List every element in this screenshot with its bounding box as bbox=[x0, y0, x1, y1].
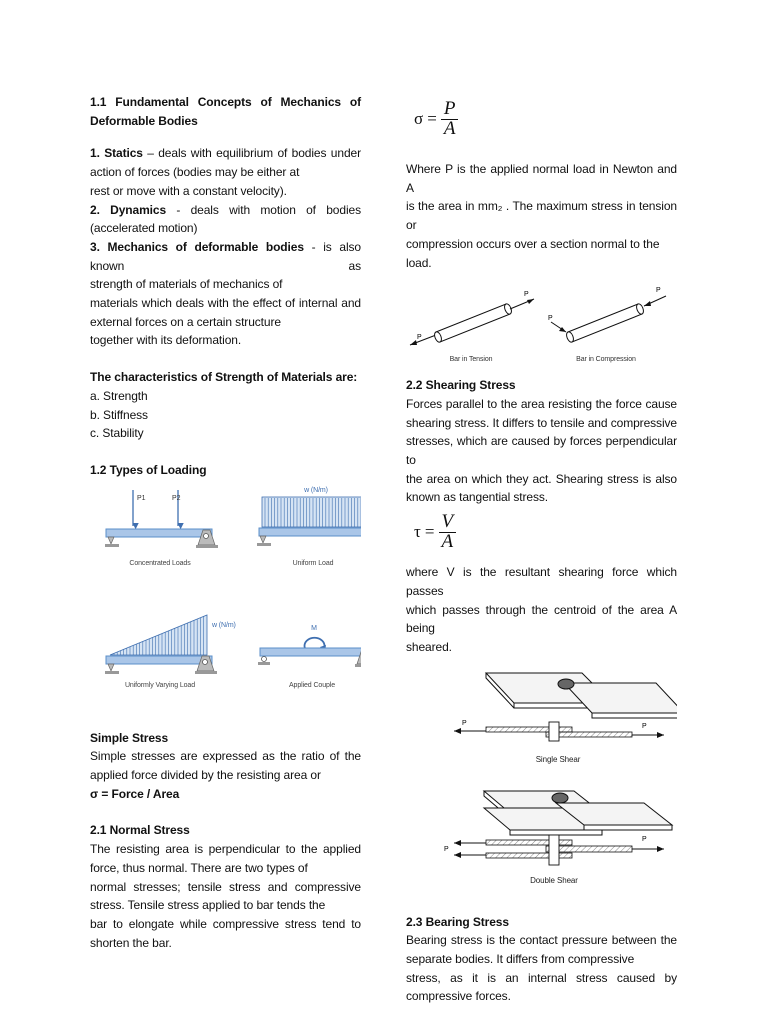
w-varying-label: w (N/m) bbox=[212, 621, 236, 629]
wherev-line-2: which passes through the centroid of the area A being bbox=[406, 602, 677, 636]
normal-stress-equation bbox=[414, 100, 677, 150]
statics-line-3: rest or move with a constant velocity). bbox=[90, 183, 287, 198]
characteristic-item: a. Strength bbox=[90, 388, 148, 403]
bar-in-compression bbox=[548, 287, 666, 363]
normal-line-2: force, thus normal. There are two types of bbox=[90, 860, 308, 875]
sigma-fraction bbox=[441, 100, 459, 138]
simple-line-2: applied force divided by the resisting area or bbox=[90, 768, 321, 783]
statics-text-1: – deals with equilibrium of bodies under bbox=[142, 146, 361, 161]
normal-line-3: normal stresses; tensile stress and compressive bbox=[90, 879, 361, 894]
single-shear-section bbox=[454, 720, 664, 764]
beam bbox=[106, 529, 212, 537]
characteristic-item: b. Stiffness bbox=[90, 407, 148, 422]
bearing-stress-heading: 2.3 Bearing Stress bbox=[406, 914, 509, 929]
shearing-line-3: stresses, which are caused by forces perpendicular to bbox=[406, 434, 677, 468]
sigma-lhs: σ = bbox=[414, 108, 437, 128]
simple-stress-heading: Simple Stress bbox=[90, 730, 169, 745]
bar-in-tension bbox=[410, 291, 534, 363]
p-label: P bbox=[524, 291, 529, 299]
shearing-line-5: known as tangential stress. bbox=[406, 490, 549, 505]
tau-lhs: τ = bbox=[414, 521, 435, 541]
caption-bar-tension: Bar in Tension bbox=[449, 356, 493, 364]
p-label: P bbox=[462, 719, 467, 727]
characteristics-heading: The characteristics of Strength of Materials are: bbox=[90, 370, 358, 385]
beam bbox=[259, 528, 361, 536]
section-heading-1-1: 1.1 Fundamental Concepts of Mechanics of bbox=[90, 95, 361, 109]
p1-label: P1 bbox=[137, 494, 146, 502]
beam bbox=[260, 648, 361, 656]
shear-stress-equation bbox=[414, 513, 677, 563]
caption-double-shear: Double Shear bbox=[530, 875, 578, 885]
single-shear-plates bbox=[486, 673, 677, 718]
tau-denominator: A bbox=[439, 532, 457, 552]
bearing-line-4: compressive forces. bbox=[406, 989, 511, 1004]
normal-line-5: bar to elongate while compressive stress tend to bbox=[90, 916, 361, 931]
double-shear-section bbox=[444, 835, 664, 885]
where-line-3: compression occurs over a section normal to the load. bbox=[406, 236, 660, 270]
dynamics-line-2: (accelerated motion) bbox=[90, 221, 198, 236]
pin-support bbox=[108, 537, 114, 544]
mdb-line-3: materials which deals with the effect of internal and bbox=[90, 296, 361, 311]
caption-concentrated: Concentrated Loads bbox=[129, 559, 191, 567]
concentrated-loads-diagram bbox=[105, 490, 218, 567]
caption-single-shear: Single Shear bbox=[535, 754, 581, 764]
mdb-text-1: - is also known as bbox=[90, 239, 361, 273]
bar-tension-compression-figure bbox=[406, 282, 677, 364]
shearing-line-2: shearing stress. It differs to tensile and compressive bbox=[406, 415, 677, 430]
p-label: P bbox=[642, 835, 647, 843]
simple-line-1: Simple stresses are expressed as the ratio of the bbox=[90, 749, 361, 764]
normal-stress-heading: 2.1 Normal Stress bbox=[90, 823, 190, 838]
sigma-denominator: A bbox=[441, 119, 459, 139]
p2-label: P2 bbox=[172, 494, 181, 502]
tau-numerator: V bbox=[441, 511, 454, 533]
wherev-line-3: sheared. bbox=[406, 639, 452, 654]
normal-line-6: shorten the bar. bbox=[90, 935, 172, 950]
ground bbox=[105, 544, 119, 547]
dynamics-text-1: - deals with motion of bodies bbox=[166, 202, 361, 217]
mdb-line-5: together with its deformation. bbox=[90, 333, 242, 348]
bearing-line-2: separate bodies. It differs from compressive bbox=[406, 952, 635, 967]
dynamics-label: 2. Dynamics bbox=[90, 202, 167, 217]
types-of-loading-heading: 1.2 Types of Loading bbox=[90, 462, 207, 477]
double-shear-figure bbox=[406, 783, 677, 895]
varying-load-diagram bbox=[105, 615, 236, 689]
mdb-line-1 bbox=[90, 238, 361, 275]
shearing-line-4: the area on which they act. Shearing stress is also bbox=[406, 471, 677, 486]
single-shear-figure bbox=[406, 661, 677, 773]
characteristic-item: c. Stability bbox=[90, 426, 144, 441]
tau-fraction bbox=[439, 513, 457, 551]
mdb-line-4: external forces on a certain structure bbox=[90, 314, 281, 329]
section-heading-1-1-cont: Deformable Bodies bbox=[90, 113, 198, 128]
applied-couple-diagram bbox=[258, 625, 361, 689]
p-label: P bbox=[417, 334, 422, 342]
dynamics-line-1 bbox=[90, 201, 361, 220]
caption-uniform: Uniform Load bbox=[292, 559, 334, 567]
wherev-line-1: where V is the resultant shearing force which passes bbox=[406, 565, 677, 598]
normal-line-1: The resisting area is perpendicular to the applied bbox=[90, 842, 361, 857]
p-label: P bbox=[444, 845, 449, 853]
bearing-line-1: Bearing stress is the contact pressure between the bbox=[406, 933, 677, 948]
shearing-stress-heading: 2.2 Shearing Stress bbox=[406, 378, 516, 393]
types-of-loading-figure bbox=[90, 484, 361, 709]
normal-line-4: stress. Tensile stress applied to bar tends the bbox=[90, 898, 326, 913]
p-label: P bbox=[656, 287, 661, 295]
mdb-line-2: strength of materials of mechanics of bbox=[90, 277, 283, 292]
m-label: M bbox=[311, 624, 317, 632]
simple-stress-formula: σ = Force / Area bbox=[90, 786, 180, 801]
left-column bbox=[90, 93, 361, 952]
bearing-line-3: stress, as it is an internal stress caused by bbox=[406, 970, 677, 985]
shearing-line-1: Forces parallel to the area resisting the force cause bbox=[406, 396, 677, 411]
statics-label: 1. Statics bbox=[90, 146, 143, 161]
p-label: P bbox=[548, 315, 553, 323]
caption-couple: Applied Couple bbox=[288, 681, 336, 689]
statics-line-1 bbox=[90, 144, 361, 163]
w-uniform-label: w (N/m) bbox=[304, 486, 328, 494]
right-column bbox=[406, 100, 677, 1006]
where-line-1: Where P is the applied normal load in Newton and A bbox=[406, 162, 677, 195]
beam bbox=[106, 656, 212, 664]
caption-bar-compression: Bar in Compression bbox=[576, 356, 636, 364]
p-label: P bbox=[642, 722, 647, 730]
sigma-numerator: P bbox=[443, 98, 456, 119]
uniform-load-diagram bbox=[257, 487, 361, 567]
where-line-2: is the area in mm₂ . The maximum stress in tension or bbox=[406, 199, 677, 233]
mdb-label: 3. Mechanics of deformable bodies bbox=[90, 239, 304, 254]
statics-line-2: action of forces (bodies may be either at bbox=[90, 165, 300, 180]
caption-varying: Uniformly Varying Load bbox=[124, 681, 196, 689]
double-shear-plates bbox=[484, 791, 672, 835]
